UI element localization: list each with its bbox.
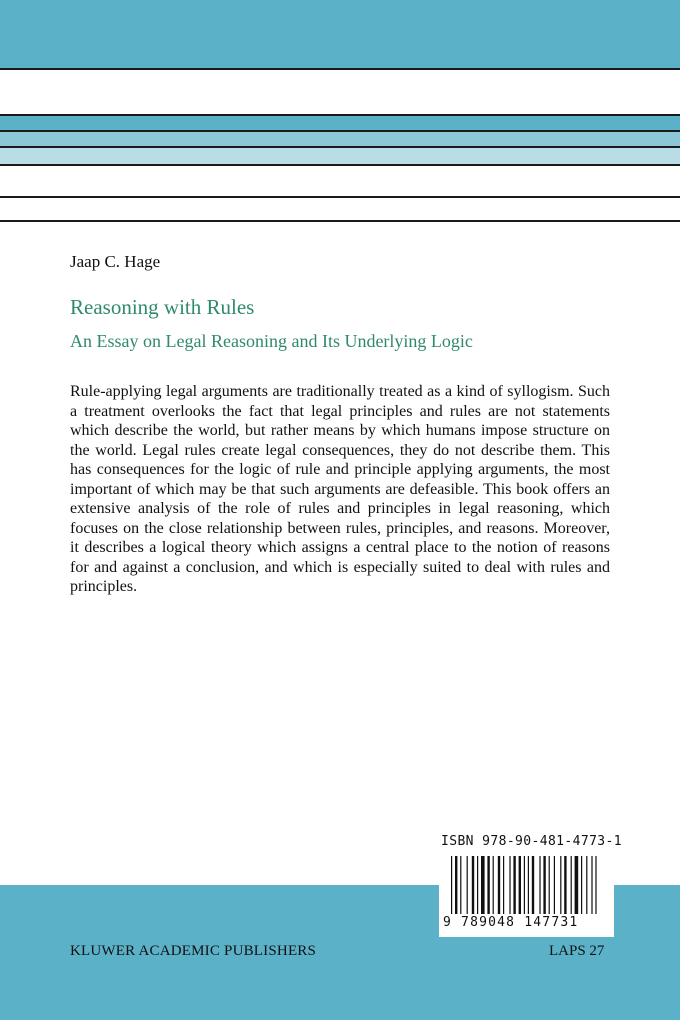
barcode-bar bbox=[532, 856, 534, 914]
barcode-bar bbox=[560, 856, 561, 914]
barcode-bar bbox=[539, 856, 540, 914]
barcode-bar bbox=[564, 856, 566, 914]
barcode-bar bbox=[498, 856, 500, 914]
decorative-stripe bbox=[0, 114, 680, 132]
barcode-bar bbox=[571, 856, 572, 914]
barcode-bars bbox=[451, 856, 601, 916]
barcode-bar bbox=[595, 856, 596, 914]
back-cover-blurb: Rule-applying legal arguments are traditionally treated as a kind of syllogism. Such a treatment overlooks the fact that legal principles and rules are not statements which describe the world, but rather means by which humans impose structure on the world. Legal rules create legal consequences, they do not describe them. This has consequences for the logic of rule and principle applying arguments, the most important of which may be that such arguments are defeasible. This book offers an extensive analysis of the role of rules and principles in legal reasoning, which focuses on the close relationship between rules, principles, and reasons. Moreover, it describes a logical theory which assigns a central place to the notion of reasons for and against a conclusion, and which is especially suited to deal with rules and principles. bbox=[70, 383, 610, 595]
decorative-stripe bbox=[0, 148, 680, 166]
barcode-bar bbox=[591, 856, 592, 914]
barcode-bar bbox=[487, 856, 489, 914]
barcode-number: 9 789048 147731 bbox=[443, 915, 579, 930]
barcode-bar bbox=[581, 856, 582, 914]
barcode-bar bbox=[460, 856, 461, 914]
barcode-bar bbox=[451, 856, 452, 914]
barcode-bar bbox=[524, 856, 525, 914]
isbn-label: ISBN 978-90-481-4773-1 bbox=[441, 834, 622, 849]
barcode-bar bbox=[586, 856, 587, 914]
barcode-bar bbox=[472, 856, 474, 914]
barcode-bar bbox=[513, 856, 515, 914]
barcode-bar bbox=[477, 856, 478, 914]
top-color-band bbox=[0, 0, 680, 70]
barcode-bar bbox=[549, 856, 550, 914]
barcode-bar bbox=[493, 856, 494, 914]
barcode-bar bbox=[481, 856, 485, 914]
book-subtitle: An Essay on Legal Reasoning and Its Underlying Logic bbox=[70, 331, 473, 351]
barcode-bar bbox=[575, 856, 579, 914]
book-title: Reasoning with Rules bbox=[70, 295, 255, 319]
barcode-bar bbox=[467, 856, 468, 914]
barcode-bar bbox=[503, 856, 504, 914]
divider-line bbox=[0, 196, 680, 198]
author-name: Jaap C. Hage bbox=[70, 252, 161, 271]
barcode-bar bbox=[455, 856, 457, 914]
barcode-bar bbox=[509, 856, 510, 914]
series-label: LAPS 27 bbox=[549, 943, 605, 959]
publisher-name: KLUWER ACADEMIC PUBLISHERS bbox=[70, 943, 317, 959]
barcode bbox=[439, 853, 614, 937]
divider-line bbox=[0, 220, 680, 222]
barcode-bar bbox=[554, 856, 555, 914]
decorative-stripe bbox=[0, 132, 680, 148]
barcode-bar bbox=[528, 856, 529, 914]
barcode-bar bbox=[519, 856, 521, 914]
barcode-bar bbox=[543, 856, 545, 914]
